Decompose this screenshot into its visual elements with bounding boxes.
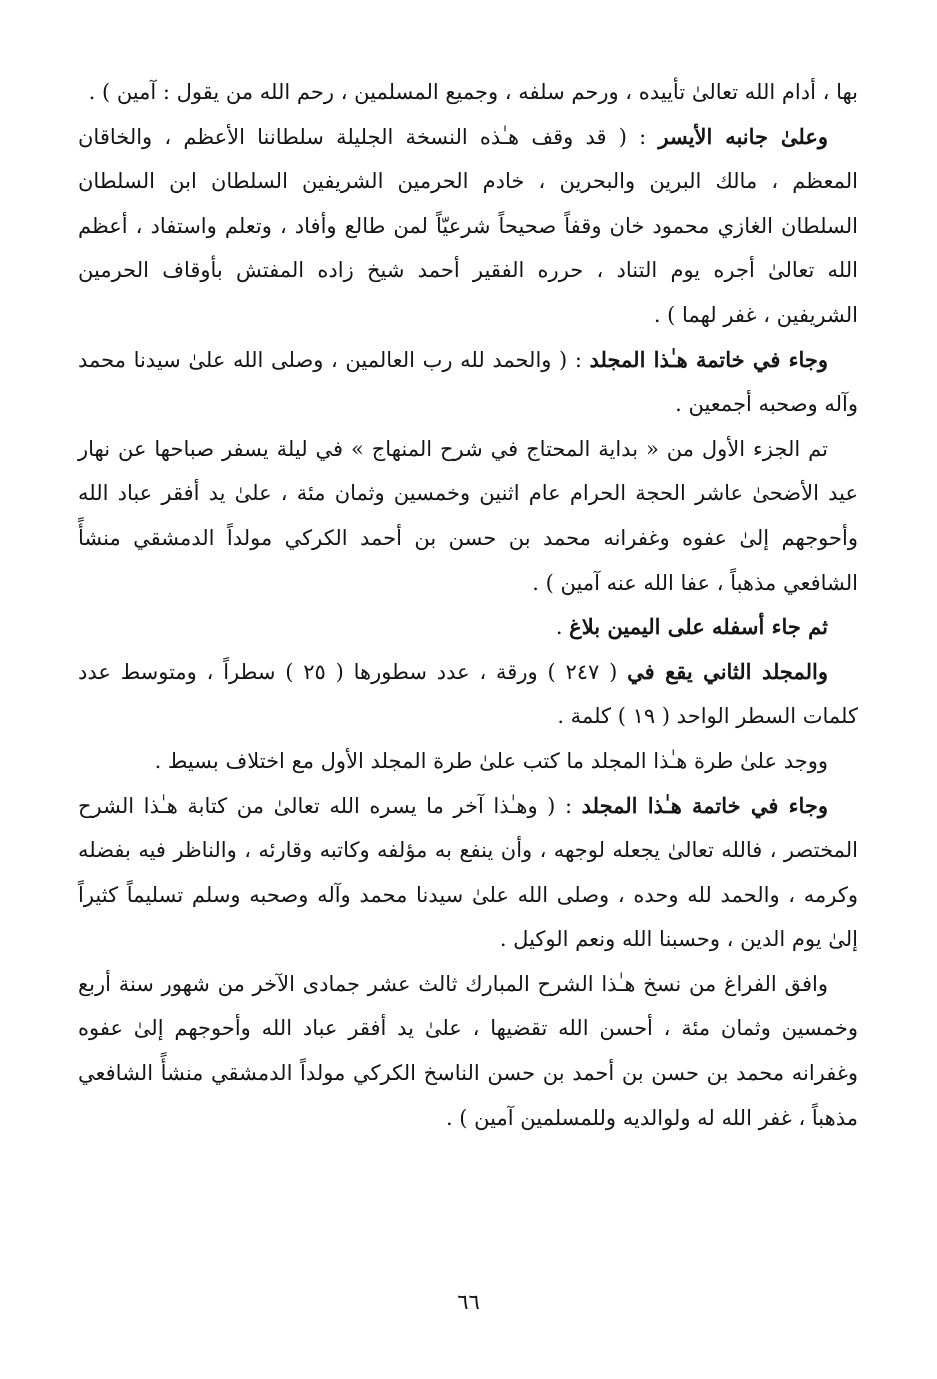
paragraph-lead: وجاء في خاتمة هـٰذا المجلد xyxy=(589,346,828,372)
paragraph-text: بها ، أدام الله تعالىٰ تأييده ، ورحم سلفه ، وجميع المسلمين ، رحم الله من يقول : آمين ) . xyxy=(88,80,858,104)
paragraph-text: : ( والحمد لله رب العالمين ، وصلى الله علىٰ سيدنا محمد وآله وصحبه أجمعين . xyxy=(78,347,858,417)
paragraph-7 xyxy=(78,739,858,784)
paragraph-8 xyxy=(78,784,858,962)
paragraph-text: ووجد علىٰ طرة هـٰذا المجلد ما كتب علىٰ طرة المجلد الأول مع اختلاف بسيط . xyxy=(154,748,828,773)
paragraph-lead: وعلىٰ جانبه الأيسر xyxy=(658,123,828,149)
page-body xyxy=(78,70,858,1140)
paragraph-1 xyxy=(78,70,858,115)
paragraph-text: : ( قد وقف هـٰذه النسخة الجليلة سلطاننا الأعظم ، والخاقان المعظم ، مالك البرين والبحرين ، خادم الحرمين الشريفين السلطان ابن السلطان السلطان الغازي محمود خان وقفاً صحيحاً شرعيّاً لمن طالع وأفاد ، وتعلم واستفاد ، أعظم الله تعالىٰ أجره يوم التناد ، حرره الفقير أحمد شيخ زاده المفتش بأوقاف الحرمين الشريفين ، غفر لهما ) . xyxy=(78,124,858,327)
paragraph-6 xyxy=(78,650,858,739)
paragraph-5 xyxy=(78,605,858,650)
paragraph-lead: ثم جاء أسفله على اليمين بلاغ xyxy=(569,614,828,640)
paragraph-text: . xyxy=(555,615,570,640)
paragraph-text: ( ٢٤٧ ) ورقة ، عدد سطورها ( ٢٥ ) سطراً ، ومتوسط عدد كلمات السطر الواحد ( ١٩ ) كلمة . xyxy=(78,659,858,729)
paragraph-text: : ( وهـٰذا آخر ما يسره الله تعالىٰ من كتابة هـٰذا الشرح المختصر ، فالله تعالىٰ يجعله لوجهه ، وأن ينفع به مؤلفه وكاتبه وقارئه ، والناظر فيه بفضله وكرمه ، والحمد لله وحده ، وصلى الله علىٰ سيدنا محمد وآله وصحبه وسلم تسليماً كثيراً إلىٰ يوم الدين ، وحسبنا الله ونعم الوكيل . xyxy=(78,793,858,952)
paragraph-3 xyxy=(78,338,858,427)
paragraph-2 xyxy=(78,115,858,338)
page-number: ٦٦ xyxy=(457,1290,480,1314)
paragraph-9 xyxy=(78,962,858,1140)
paragraph-4 xyxy=(78,427,858,605)
paragraph-lead: والمجلد الثاني يقع في xyxy=(627,658,828,684)
paragraph-text: تم الجزء الأول من « بداية المحتاج في شرح المنهاج » في ليلة يسفر صباحها عن نهار عيد الأضحىٰ عاشر الحجة الحرام عام اثنين وخمسين وثمان مئة ، علىٰ يد أفقر عباد الله وأحوجهم إلىٰ عفوه وغفرانه محمد بن حسن بن أحمد الكركي مولداً الدمشقي منشأً الشافعي مذهباً ، عفا الله عنه آمين ) . xyxy=(78,436,858,595)
paragraph-text: وافق الفراغ من نسخ هـٰذا الشرح المبارك ثالث عشر جمادى الآخر من شهور سنة أربع وخمسين وثمان مئة ، أحسن الله تقضيها ، علىٰ يد أفقر عباد الله وأحوجهم إلىٰ عفوه وغفرانه محمد بن حسن بن أحمد بن حسن الناسخ الكركي مولداً الدمشقي منشأً الشافعي مذهباً ، غفر الله له ولوالديه وللمسلمين آمين ) . xyxy=(78,971,858,1130)
paragraph-lead: وجاء في خاتمة هـٰذا المجلد xyxy=(581,792,828,818)
